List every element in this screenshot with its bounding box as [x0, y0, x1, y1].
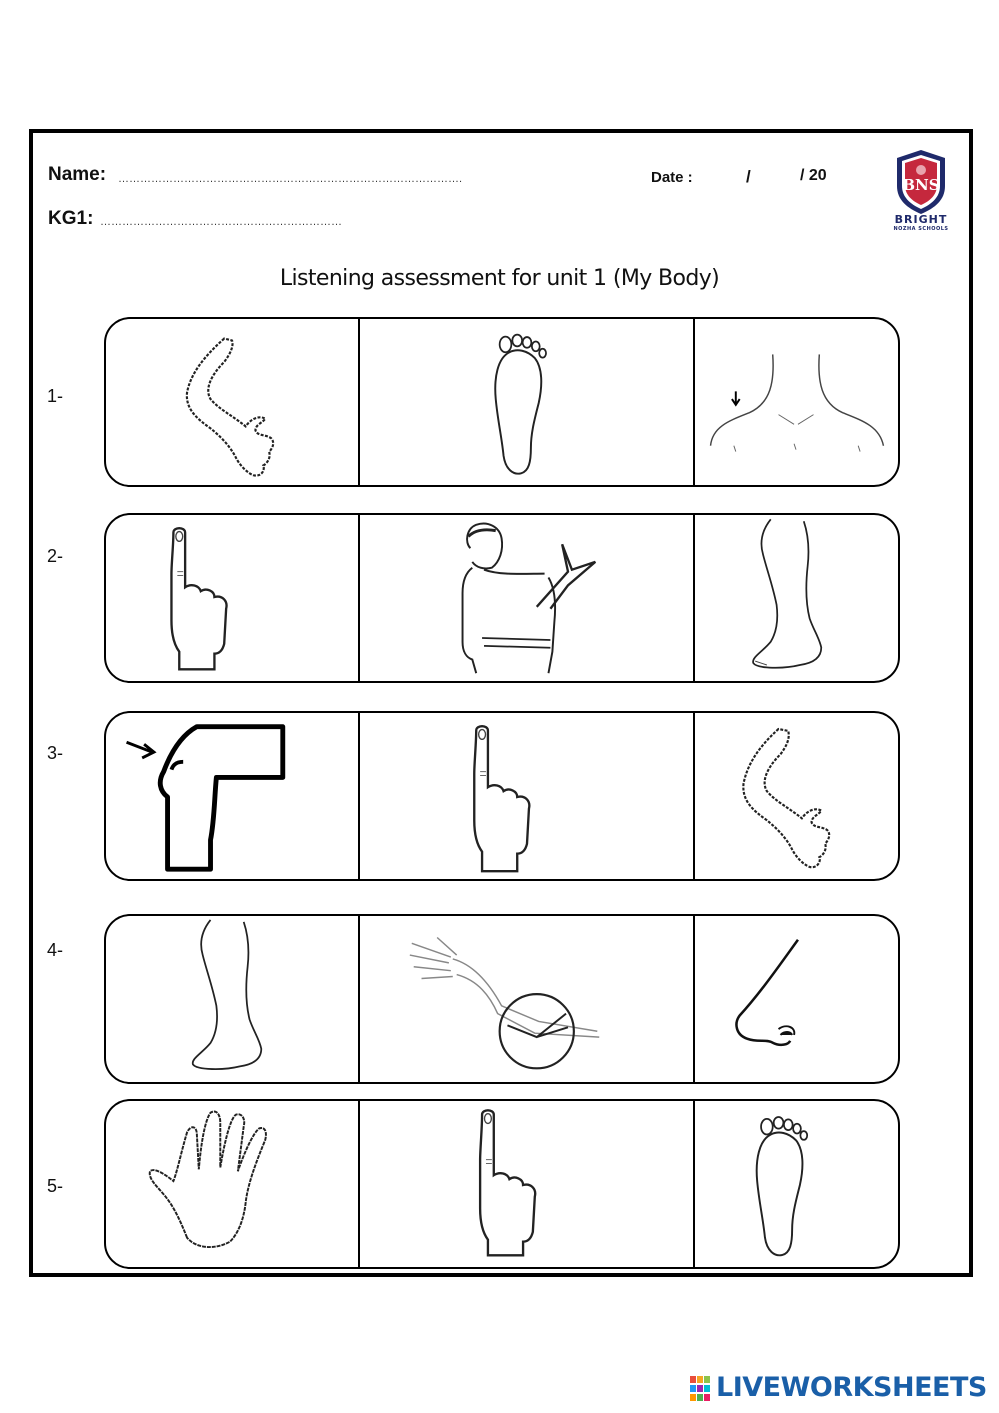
- choice-leg[interactable]: [693, 515, 898, 681]
- name-field[interactable]: ………………………………………………………………………………….: [118, 173, 463, 185]
- choice-finger[interactable]: [358, 1101, 693, 1267]
- class-field[interactable]: …………………………………………………………: [100, 216, 342, 228]
- choice-arm[interactable]: [693, 713, 898, 879]
- date-separator-day: /: [746, 167, 751, 186]
- foot-sole-icon: [695, 1101, 898, 1267]
- logo-subtext: NOZHA SCHOOLS: [893, 226, 949, 232]
- shoulders-icon: [695, 319, 898, 485]
- date-label: Date :: [651, 169, 693, 186]
- choice-knee[interactable]: [106, 713, 358, 879]
- row-number: 2-: [47, 546, 64, 566]
- answer-row: [104, 317, 900, 487]
- logo-wordmark: BRIGHT: [894, 213, 948, 226]
- class-label: KG1:: [48, 208, 94, 229]
- arm-icon: [106, 319, 358, 485]
- choice-shoulders[interactable]: [693, 319, 898, 485]
- choice-elbow[interactable]: [358, 916, 693, 1082]
- choice-foot[interactable]: [358, 319, 693, 485]
- finger-icon: [106, 515, 358, 681]
- back-icon: [360, 515, 693, 681]
- finger-icon: [360, 1101, 693, 1267]
- row-number: 5-: [47, 1176, 64, 1196]
- arm-icon: [695, 713, 898, 879]
- leg-icon: [106, 916, 358, 1082]
- answer-row: [104, 711, 900, 881]
- choice-nose[interactable]: [693, 916, 898, 1082]
- foot-sole-icon: [360, 319, 693, 485]
- choice-leg[interactable]: [106, 916, 358, 1082]
- choice-back[interactable]: [358, 515, 693, 681]
- answer-row: [104, 914, 900, 1084]
- choice-finger[interactable]: [106, 515, 358, 681]
- row-number: 4-: [47, 940, 64, 960]
- liveworksheets-logo-icon: [690, 1376, 712, 1402]
- name-label: Name:: [48, 164, 107, 185]
- finger-icon: [360, 713, 693, 879]
- elbow-icon: [360, 916, 693, 1082]
- answer-row: [104, 513, 900, 683]
- choice-foot[interactable]: [693, 1101, 898, 1267]
- svg-text:BNS: BNS: [902, 176, 940, 194]
- nose-icon: [695, 916, 898, 1082]
- choice-hand[interactable]: [106, 1101, 358, 1267]
- row-number: 1-: [47, 386, 64, 406]
- footer-brand: LIVEWORKSHEETS: [716, 1372, 987, 1403]
- choice-arm[interactable]: [106, 319, 358, 485]
- choice-finger[interactable]: [358, 713, 693, 879]
- page-title: Listening assessment for unit 1 (My Body): [279, 266, 720, 291]
- leg-icon: [695, 515, 898, 681]
- knee-icon: [106, 713, 358, 879]
- answer-row: [104, 1099, 900, 1269]
- hand-icon: [106, 1101, 358, 1267]
- date-separator-year: / 20: [800, 167, 827, 184]
- row-number: 3-: [47, 743, 64, 763]
